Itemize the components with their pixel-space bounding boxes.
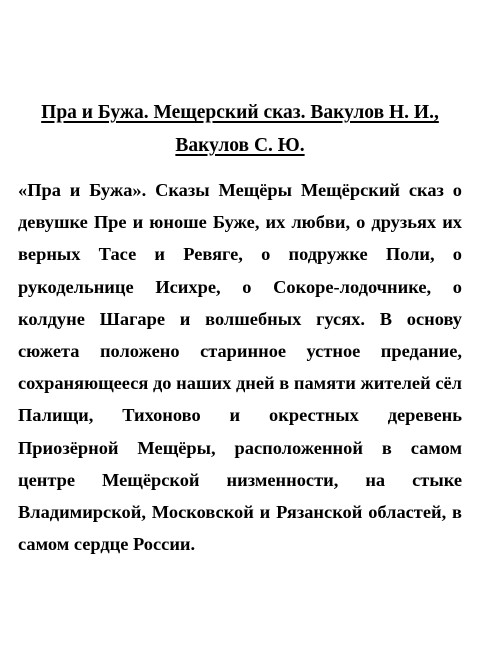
- document-body-paragraph: «Пра и Бужа». Сказы Мещёры Мещёрский сказ о девушке Пре и юноше Буже, их любви, о друзьях их верных Тасе и Ревяге, о подружке Поли, о рукодельнице Исихре, о Сокоре-лодочнике, о колдуне Шагаре и волшебных гусях. В основу сюжета положено старинное устное предание, сохраняющееся до наших дней в памяти жителей сёл Палищи, Тихоново и окрестных деревень Приозёрной Мещёры, расположенной в самом центре Мещёрской низменности, на стыке Владимирской, Московской и Рязанской областей, в самом сердце России.: [18, 180, 462, 555]
- document-title: Пра и Бужа. Мещерский сказ. Вакулов Н. И., Вакулов С. Ю.: [41, 102, 439, 156]
